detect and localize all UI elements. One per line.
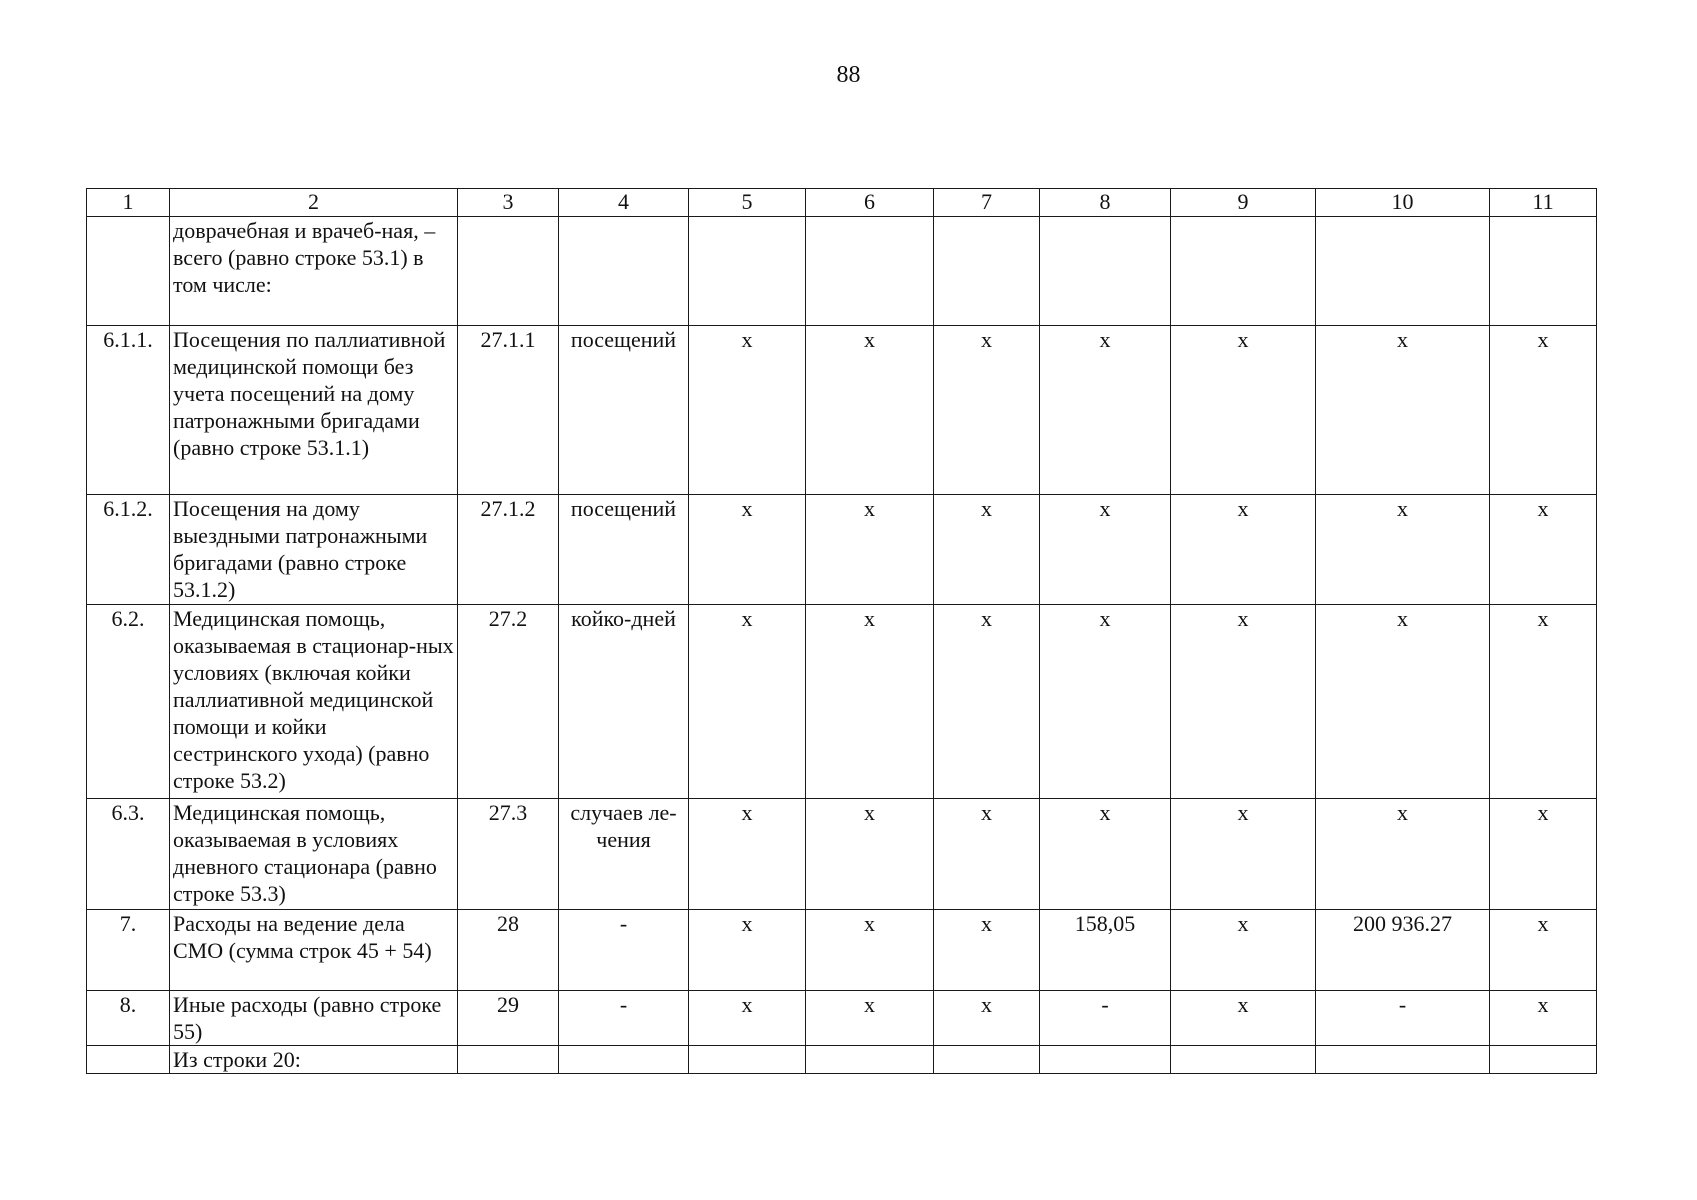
- row-number: [87, 217, 170, 326]
- row-unit: [559, 217, 689, 326]
- column-header: 9: [1171, 189, 1316, 217]
- table-row: [87, 217, 1597, 326]
- table-cell: [806, 217, 934, 326]
- table-cell: [1316, 1046, 1490, 1074]
- row-unit: посещений: [559, 326, 689, 495]
- table-cell: х: [1040, 495, 1171, 605]
- row-code: 27.1.2: [458, 495, 559, 605]
- row-code: 27.1.1: [458, 326, 559, 495]
- row-unit: -: [559, 910, 689, 991]
- table-row: [87, 991, 1597, 1046]
- table-cell: х: [806, 605, 934, 799]
- row-name: Медицинская помощь, оказываемая в стационар-ных условиях (включая койки паллиативной медицинской помощи и койки сестринского ухода) (равно строке 53.2): [170, 605, 458, 799]
- table-row: [87, 1046, 1597, 1074]
- table-cell: [1316, 217, 1490, 326]
- table-cell: х: [1316, 326, 1490, 495]
- table-cell: 158,05: [1040, 910, 1171, 991]
- table-cell: х: [806, 910, 934, 991]
- table-cell: х: [1490, 910, 1597, 991]
- table-cell: х: [1040, 326, 1171, 495]
- row-code: 27.2: [458, 605, 559, 799]
- table-cell: х: [1490, 495, 1597, 605]
- row-unit: случаев ле-чения: [559, 799, 689, 910]
- table-cell: -: [1040, 991, 1171, 1046]
- table-cell: х: [1171, 495, 1316, 605]
- column-header: 7: [934, 189, 1040, 217]
- row-name: Посещения на дому выездными патронажными бригадами (равно строке 53.1.2): [170, 495, 458, 605]
- column-header: 10: [1316, 189, 1490, 217]
- table-cell: х: [1040, 799, 1171, 910]
- row-code: [458, 1046, 559, 1074]
- table-row: [87, 799, 1597, 910]
- table-cell: х: [1171, 991, 1316, 1046]
- table-cell: х: [934, 991, 1040, 1046]
- row-number: 6.2.: [87, 605, 170, 799]
- row-unit: -: [559, 991, 689, 1046]
- row-name: Из строки 20:: [170, 1046, 458, 1074]
- row-number: 7.: [87, 910, 170, 991]
- table-cell: [689, 217, 806, 326]
- row-name: Посещения по паллиативной медицинской помощи без учета посещений на дому патронажными бригадами (равно строке 53.1.1): [170, 326, 458, 495]
- table-row: [87, 495, 1597, 605]
- row-number: 6.1.2.: [87, 495, 170, 605]
- table-cell: х: [689, 991, 806, 1046]
- row-name: Медицинская помощь, оказываемая в условиях дневного стационара (равно строке 53.3): [170, 799, 458, 910]
- table-cell: [1490, 217, 1597, 326]
- table-cell: х: [1171, 326, 1316, 495]
- row-number: 6.3.: [87, 799, 170, 910]
- row-name: Расходы на ведение дела СМО (сумма строк 45 + 54): [170, 910, 458, 991]
- table-row: [87, 326, 1597, 495]
- column-header: 6: [806, 189, 934, 217]
- table-cell: х: [1040, 605, 1171, 799]
- table-cell: х: [1316, 799, 1490, 910]
- table-cell: х: [806, 326, 934, 495]
- row-name: Иные расходы (равно строке 55): [170, 991, 458, 1046]
- table-cell: [1040, 217, 1171, 326]
- row-number: 6.1.1.: [87, 326, 170, 495]
- table-cell: 200 936.27: [1316, 910, 1490, 991]
- row-unit: койко-дней: [559, 605, 689, 799]
- table-cell: х: [1171, 605, 1316, 799]
- table-cell: х: [806, 495, 934, 605]
- table-cell: х: [1171, 799, 1316, 910]
- row-unit: посещений: [559, 495, 689, 605]
- row-code: 29: [458, 991, 559, 1046]
- column-header: 3: [458, 189, 559, 217]
- row-code: [458, 217, 559, 326]
- page-number: 88: [836, 62, 861, 88]
- header-row: [87, 189, 1597, 217]
- table-cell: х: [689, 605, 806, 799]
- row-number: 8.: [87, 991, 170, 1046]
- row-unit: [559, 1046, 689, 1074]
- row-number: [87, 1046, 170, 1074]
- column-header: 1: [87, 189, 170, 217]
- table-cell: х: [1490, 326, 1597, 495]
- row-code: 28: [458, 910, 559, 991]
- table-cell: [934, 1046, 1040, 1074]
- row-code: 27.3: [458, 799, 559, 910]
- table-cell: [1171, 1046, 1316, 1074]
- table-cell: х: [934, 605, 1040, 799]
- table-cell: х: [806, 991, 934, 1046]
- table-cell: [806, 1046, 934, 1074]
- table-cell: х: [1490, 605, 1597, 799]
- table-row: [87, 605, 1597, 799]
- table-cell: х: [689, 799, 806, 910]
- table-cell: [689, 1046, 806, 1074]
- table-cell: х: [934, 910, 1040, 991]
- table-cell: х: [1316, 605, 1490, 799]
- table-cell: х: [934, 495, 1040, 605]
- table-cell: х: [689, 910, 806, 991]
- table-row: [87, 910, 1597, 991]
- column-header: 5: [689, 189, 806, 217]
- table-cell: [1171, 217, 1316, 326]
- table-cell: х: [689, 326, 806, 495]
- table-cell: х: [1171, 910, 1316, 991]
- table-cell: [934, 217, 1040, 326]
- row-name: доврачебная и врачеб-ная, – всего (равно строке 53.1) в том числе:: [170, 217, 458, 326]
- table-cell: х: [1490, 799, 1597, 910]
- data-table: [86, 188, 1597, 1074]
- table-cell: х: [1490, 991, 1597, 1046]
- table-cell: [1490, 1046, 1597, 1074]
- column-header: 11: [1490, 189, 1597, 217]
- table-cell: [1040, 1046, 1171, 1074]
- table-cell: х: [934, 799, 1040, 910]
- table-cell: х: [1316, 495, 1490, 605]
- table-cell: х: [934, 326, 1040, 495]
- column-header: 8: [1040, 189, 1171, 217]
- column-header: 2: [170, 189, 458, 217]
- column-header: 4: [559, 189, 689, 217]
- table-cell: х: [689, 495, 806, 605]
- table-cell: -: [1316, 991, 1490, 1046]
- table-cell: х: [806, 799, 934, 910]
